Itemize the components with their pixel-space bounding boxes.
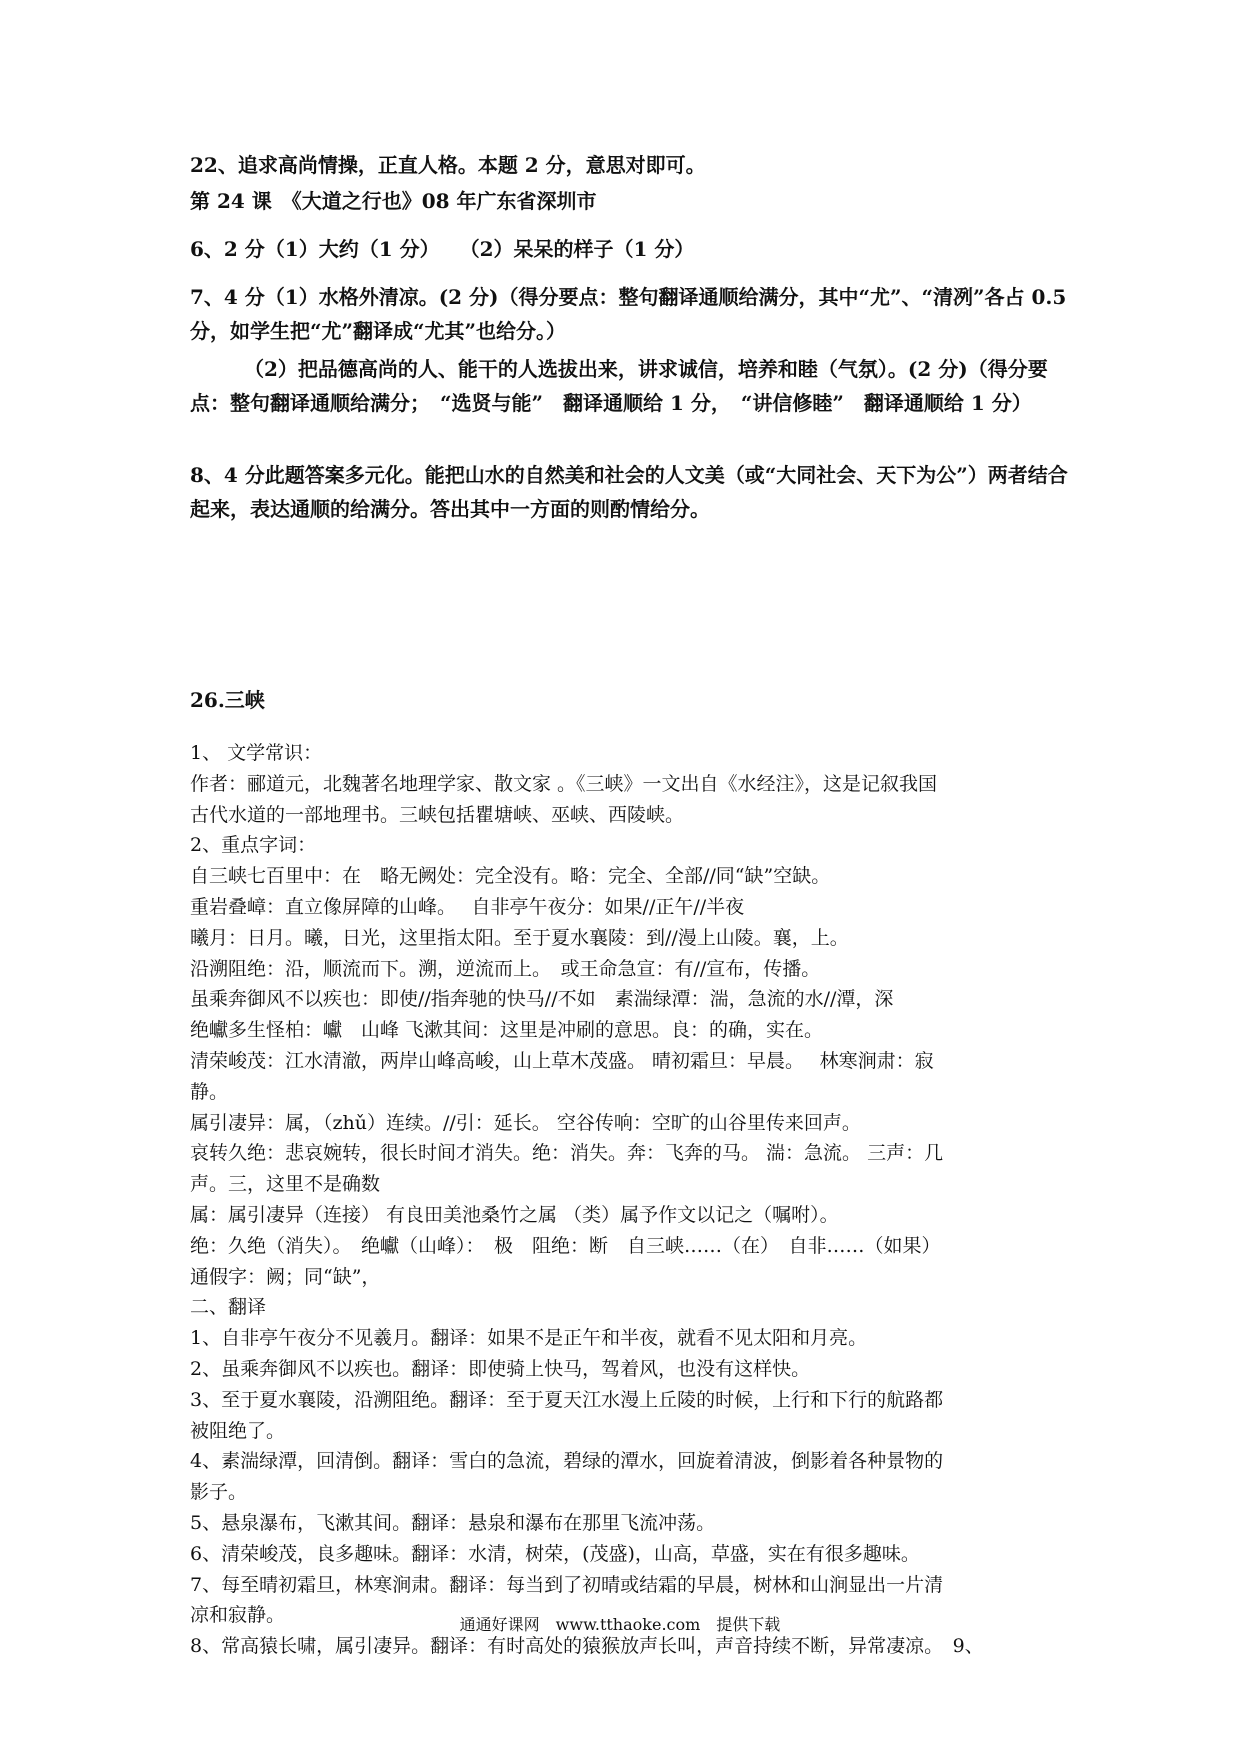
lesson24-heading-block: [190, 184, 1070, 218]
page-footer: 通通好课网 www.tthaoke.com 提供下载: [459, 1615, 781, 1634]
section-body: [190, 738, 1070, 1662]
body-line: 清荣峻茂：江水清澈，两岸山峰高峻，山上草木茂盛。 晴初霜旦：早晨。 林寒涧肃：寂: [190, 1049, 934, 1072]
answer-q6-block: [190, 232, 1070, 266]
answer-q6: 6、2 分（1）大约（1 分） （2）呆呆的样子（1 分）: [190, 237, 695, 261]
body-line: 3、至于夏水襄陵，沿溯阻绝。翻译：至于夏天江水漫上丘陵的时候，上行和下行的航路都: [190, 1388, 944, 1411]
lesson24-heading: 第 24 课 《大道之行也》08 年广东省深圳市: [190, 189, 597, 213]
body-line: 5、悬泉瀑布，飞漱其间。翻译：悬泉和瀑布在那里飞流冲荡。: [190, 1511, 716, 1534]
answer-q8: 8、4 分此题答案多元化。能把山水的自然美和社会的人文美（或“大同社会、天下为公”）两者结合起来，表达通顺的给满分。答出其中一方面的则酌情给分。: [190, 463, 1068, 521]
answer-q7-2: （2）把品德高尚的人、能干的人选拔出来，讲求诚信，培养和睦（气氛）。(2 分)（得分要点：整句翻译通顺给满分； “选贤与能” 翻译通顺给 1 分， “讲信修睦” 翻译通顺给 1 分）: [190, 357, 1048, 415]
body-line: 作者：郦道元，北魏著名地理学家、散文家 。《三峡》一文出自《水经注》，这是记叙我国: [190, 772, 938, 795]
body-line: 2、重点字词：: [190, 834, 317, 857]
body-line: 属：属引凄异（连接） 有良田美池桑竹之属 （类）属予作文以记之（嘱咐）。: [190, 1203, 839, 1226]
body-line: 通假字：阙；同“缺”，: [190, 1265, 381, 1288]
answer-q7-1-block: [190, 280, 1070, 348]
body-line: 声。三，这里不是确数: [190, 1173, 381, 1196]
body-line: 曦月：日月。曦，日光，这里指太阳。至于夏水襄陵：到//漫上山陵。襄，上。: [190, 926, 849, 949]
body-line: 影子。: [190, 1481, 248, 1504]
body-line: 重岩叠嶂：直立像屏障的山峰。 自非亭午夜分：如果//正午//半夜: [190, 895, 745, 918]
answer-q7-2-block: [190, 352, 1070, 420]
body-line: 7、每至晴初霜旦，林寒涧肃。翻译：每当到了初晴或结霜的早晨，树林和山涧显出一片清: [190, 1573, 944, 1596]
body-line: 1、自非亭午夜分不见羲月。翻译：如果不是正午和半夜，就看不见太阳和月亮。: [190, 1327, 868, 1350]
body-line: 二、翻译: [190, 1296, 267, 1319]
body-line: 绝：久绝（消失）。 绝巘（山峰）： 极 阻绝：断 自三峡……（在） 自非……（如果）: [190, 1234, 941, 1257]
body-line: 沿溯阻绝：沿，顺流而下。溯，逆流而上。 或王命急宣：有//宣布，传播。: [190, 957, 821, 980]
body-line: 1、 文学常识：: [190, 742, 323, 764]
body-line: 古代水道的一部地理书。三峡包括瞿塘峡、巫峡、西陵峡。: [190, 803, 685, 826]
body-line: 属引凄异：属，（zhǔ）连续。//引：延长。 空谷传响：空旷的山谷里传来回声。: [190, 1111, 861, 1134]
answer-q22: 22、追求高尚情操，正直人格。本题 2 分，意思对即可。: [190, 153, 706, 177]
answer-q8-block: [190, 458, 1070, 526]
body-line: 6、清荣峻茂，良多趣味。翻译：水清，树荣，(茂盛)，山高，草盛，实在有很多趣味。: [190, 1542, 920, 1565]
body-line: 自三峡七百里中：在 略无阙处：完全没有。略：完全、全部//同“缺”空缺。: [190, 865, 831, 888]
body-line: 被阻绝了。: [190, 1419, 286, 1442]
body-line: 8、常高猿长啸，属引凄异。翻译：有时高处的猿猴放声长叫，声音持续不断，异常凄凉。 9、: [190, 1635, 984, 1658]
body-line: 2、虽乘奔御风不以疾也。翻译：即使骑上快马，驾着风，也没有这样快。: [190, 1357, 811, 1380]
body-line: 4、素湍绿潭，回清倒。翻译：雪白的急流，碧绿的潭水，回旋着清波，倒影着各种景物的: [190, 1450, 944, 1473]
body-line: 静。: [190, 1080, 229, 1103]
body-line: 凉和寂静。: [190, 1604, 286, 1627]
section-title: 26.三峡: [190, 688, 265, 712]
answer-q7-1: 7、4 分（1）水格外清凉。(2 分)（得分要点：整句翻译通顺给满分，其中“尤”、“清冽”各占 0.5 分，如学生把“尤”翻译成“尤其”也给分。）: [190, 285, 1067, 343]
body-line: 虽乘奔御风不以疾也：即使//指奔驰的快马//不如 素湍绿潭：湍，急流的水//潭，深: [190, 988, 894, 1011]
answer-q22-block: [190, 148, 1070, 182]
body-line: 哀转久绝：悲哀婉转，很长时间才消失。绝：消失。奔：飞奔的马。 湍：急流。 三声：几: [190, 1142, 944, 1165]
body-line: 绝巘多生怪柏：巘 山峰 飞漱其间：这里是冲刷的意思。良：的确，实在。: [190, 1019, 824, 1042]
